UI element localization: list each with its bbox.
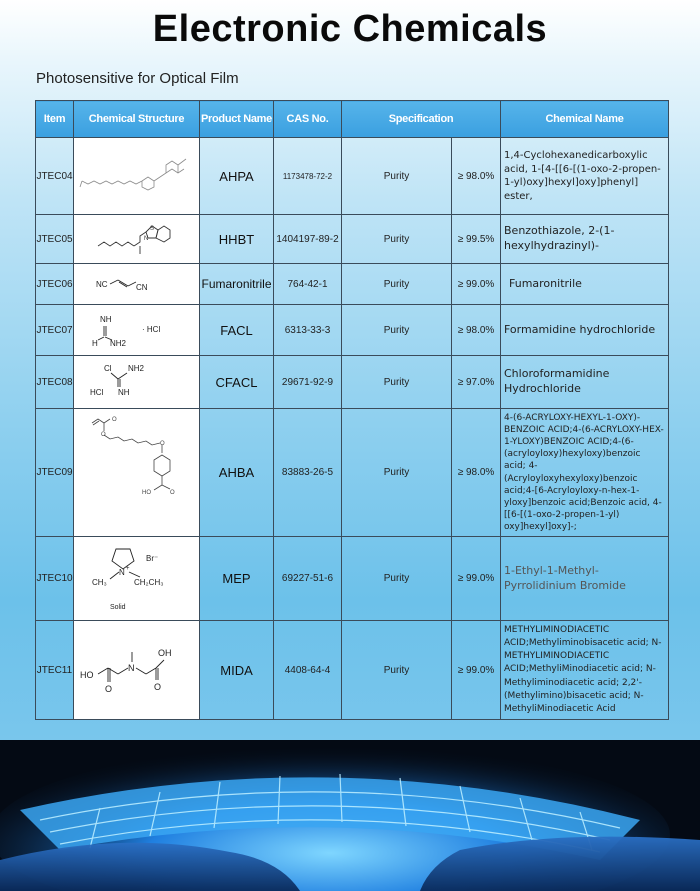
item-code: JTEC10 (36, 537, 74, 621)
cas-number: 29671-92-9 (274, 356, 342, 409)
cas-number: 69227-51-6 (274, 537, 342, 621)
item-code: JTEC09 (36, 409, 74, 537)
item-code: JTEC06 (36, 264, 74, 305)
chemical-name: 1-Ethyl-1-Methyl-Pyrrolidinium Bromide (501, 537, 669, 621)
item-code: JTEC05 (36, 215, 74, 264)
header-structure: Chemical Structure (74, 101, 200, 138)
item-code: JTEC08 (36, 356, 74, 409)
table-row (36, 264, 669, 305)
chemical-structure-image (74, 356, 200, 409)
page-title: Electronic Chemicals (152, 8, 548, 50)
table-row (36, 537, 669, 621)
chemical-name: 4-(6-ACRYLOXY-HEXYL-1-OXY)-BENZOIC ACID;4-(6-ACRYLOXY-HEX-1-YLOXY)BENZOIC ACID;4-(6-(acryloyloxy)hexyloxy)benzoic acid; 4-(Acryloyloxyhexyloxy)benzoic acid;4-[6-Acryloyloxy-n-hex-1-yloxy]benzoic acid;Benzoic acid, 4-[[6-[(1-oxo-2-propen-1-yl) oxy]hexyl]oxy]-; (501, 409, 669, 537)
sulfur-atom-label: S (150, 225, 155, 232)
product-name: AHPA (200, 138, 274, 215)
bromide-label: Br⁻ (146, 553, 159, 563)
spec-label: Purity (342, 621, 452, 720)
spec-label: Purity (342, 356, 452, 409)
ahba-structure-icon (74, 411, 198, 535)
spec-label: Purity (342, 215, 452, 264)
ahpa-structure-icon (74, 139, 198, 213)
carbonyl-label-right: O (154, 682, 162, 692)
hydrogen-label: H (92, 339, 98, 348)
chemical-structure-image (74, 409, 200, 537)
banner-image (0, 740, 700, 891)
chemical-name: METHYLIMINODIACETIC ACID;Methyliminobisacetic acid; N-METHYLIMINODIACETIC ACID;MethyliMinodiacetic acid; N-Methyliminodiacetic acid; 2,2'- (Methylimino)bisacetic acid; N- MethyliMinodiacetic Acid (501, 621, 669, 720)
cas-number: 4408-64-4 (274, 621, 342, 720)
spec-label: Purity (342, 305, 452, 356)
nitrogen-label: N (119, 567, 125, 577)
chemicals-table (35, 100, 669, 720)
product-name: MIDA (200, 621, 274, 720)
cfacl-structure-icon (74, 357, 198, 407)
spec-label: Purity (342, 264, 452, 305)
chemical-name: 1,4-Cyclohexanedicarboxylic acid, 1-[4-[[6-[(1-oxo-2-propen-1-yl)oxy]hexyl]oxy]phenyl] ester, (501, 138, 669, 215)
item-code: JTEC04 (36, 138, 74, 215)
hcl-label: · HCl (142, 325, 161, 334)
chemical-name: Fumaronitrile (501, 264, 669, 305)
spec-label: Purity (342, 537, 452, 621)
mep-structure-icon (74, 539, 198, 619)
state-label: Solid (110, 603, 126, 611)
header-product-name: Product Name (200, 101, 274, 138)
hcl-label: HCl (90, 388, 104, 397)
chemical-structure-image (74, 537, 200, 621)
chemical-name: Formamidine hydrochloride (501, 305, 669, 356)
ester-oxygen-label: O (101, 431, 106, 438)
purity-value: ≥ 98.0% (452, 305, 501, 356)
chemical-name: Chloroformamidine Hydrochloride (501, 356, 669, 409)
product-name: AHBA (200, 409, 274, 537)
header-item: Item (36, 101, 74, 138)
cas-number: 83883-26-5 (274, 409, 342, 537)
section-subtitle: Photosensitive for Optical Film (36, 70, 239, 87)
carbonyl-oxygen-label: O (112, 416, 117, 423)
hydroxyl-label-right: OH (158, 648, 172, 658)
hydroxyl-label: HO (142, 489, 151, 496)
table-row (36, 621, 669, 720)
nitrile-label-right: CN (136, 283, 148, 292)
facl-structure-icon (74, 306, 198, 354)
product-name: Fumaronitrile (200, 264, 274, 305)
table-header-row (36, 101, 669, 138)
charge-label: + (126, 565, 130, 572)
chlorine-label: Cl (104, 364, 112, 373)
product-name: HHBT (200, 215, 274, 264)
chemical-structure-image (74, 264, 200, 305)
amine-label: NH2 (110, 339, 127, 348)
nitrile-label-left: NC (96, 280, 108, 289)
acid-oxygen-label: O (170, 489, 175, 496)
purity-value: ≥ 99.0% (452, 264, 501, 305)
imine-label: NH (100, 315, 112, 324)
cas-number: 1404197-89-2 (274, 215, 342, 264)
chemical-structure-image (74, 621, 200, 720)
header-specification: Specification (342, 101, 501, 138)
hand-wafer-icon (0, 740, 700, 891)
purity-value: ≥ 99.0% (452, 537, 501, 621)
item-code: JTEC07 (36, 305, 74, 356)
table-row (36, 215, 669, 264)
chemical-structure-image (74, 305, 200, 356)
nitrogen-atom-label: N (144, 235, 149, 242)
table-row (36, 305, 669, 356)
purity-value: ≥ 99.0% (452, 621, 501, 720)
purity-value: ≥ 99.5% (452, 215, 501, 264)
purity-value: ≥ 98.0% (452, 409, 501, 537)
product-name: CFACL (200, 356, 274, 409)
hhbt-structure-icon (74, 216, 198, 263)
ether-oxygen-label: O (160, 440, 165, 447)
product-name: MEP (200, 537, 274, 621)
item-code: JTEC11 (36, 621, 74, 720)
table-row (36, 138, 669, 215)
table-row (36, 409, 669, 537)
imine-label: NH (118, 388, 130, 397)
amine-label: NH2 (128, 364, 145, 373)
cas-number: 764-42-1 (274, 264, 342, 305)
carbonyl-label-left: O (105, 684, 113, 694)
cas-number: 1173478-72-2 (274, 138, 342, 215)
fumaronitrile-structure-icon (74, 265, 198, 303)
table-row (36, 356, 669, 409)
chemical-name: Benzothiazole, 2-(1-hexylhydrazinyl)- (501, 215, 669, 264)
purity-value: ≥ 97.0% (452, 356, 501, 409)
mida-structure-icon (74, 622, 198, 718)
chemical-structure-image (74, 215, 200, 264)
cas-number: 6313-33-3 (274, 305, 342, 356)
header-chemical-name: Chemical Name (501, 101, 669, 138)
header-cas: CAS No. (274, 101, 342, 138)
chemical-structure-image (74, 138, 200, 215)
nitrogen-label: N (128, 663, 135, 673)
product-name: FACL (200, 305, 274, 356)
spec-label: Purity (342, 138, 452, 215)
spec-label: Purity (342, 409, 452, 537)
purity-value: ≥ 98.0% (452, 138, 501, 215)
methyl-label: CH₃ (92, 577, 107, 587)
hydroxyl-label-left: HO (80, 670, 94, 680)
ethyl-label: CH₂CH₃ (134, 577, 164, 587)
